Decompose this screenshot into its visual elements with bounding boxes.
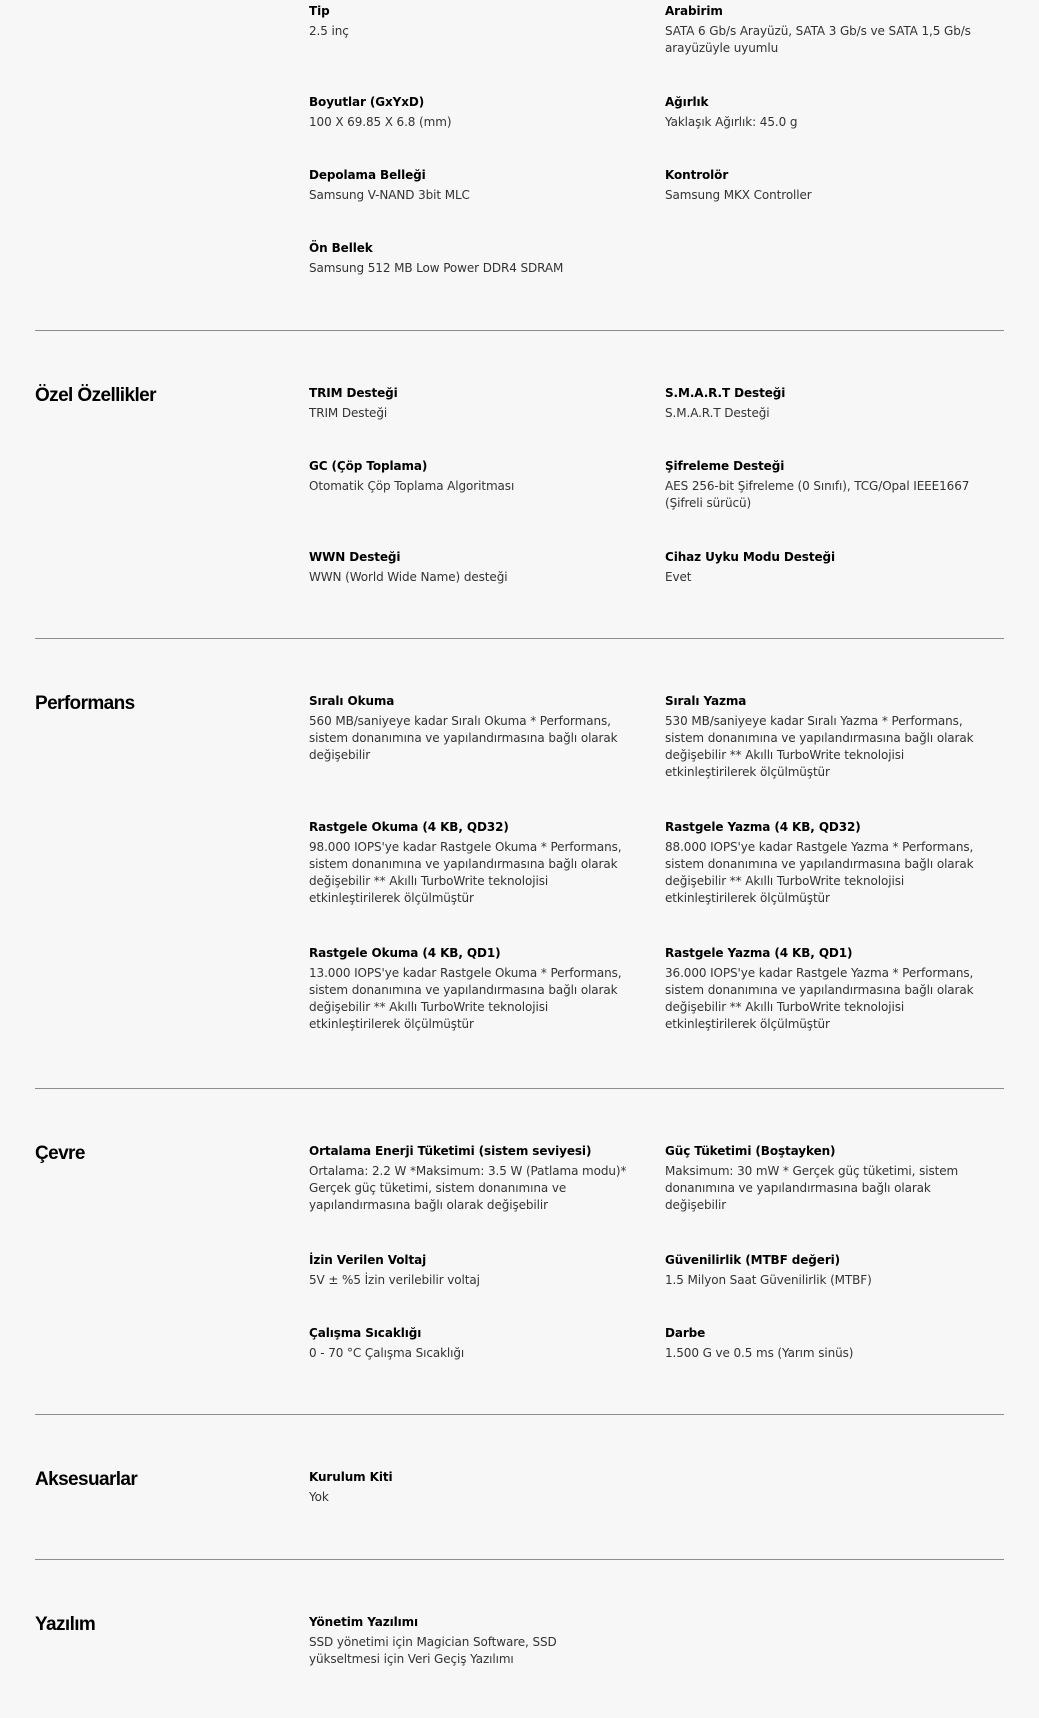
spec-storage-memory — [309, 167, 629, 204]
spec-rand-read-qd32 — [309, 819, 629, 907]
spec-sleep-mode — [665, 549, 985, 586]
spec-wwn — [309, 549, 629, 586]
section-divider — [35, 638, 1004, 639]
section-title: Aksesuarlar — [35, 1469, 138, 1490]
spec-value: Yaklaşık Ağırlık: 45.0 g — [665, 115, 798, 129]
section-title: Çevre — [35, 1143, 85, 1164]
spec-value: 2.5 inç — [309, 24, 349, 38]
spec-value: TRIM Desteği — [309, 406, 388, 420]
spec-type — [309, 3, 629, 40]
spec-value: 0 - 70 °C Çalışma Sıcaklığı — [309, 1346, 465, 1360]
spec-label: Yönetim Yazılımı — [309, 1615, 419, 1629]
spec-trim — [309, 385, 629, 422]
section-divider — [35, 330, 1004, 331]
spec-label: Rastgele Yazma (4 KB, QD1) — [665, 946, 853, 960]
spec-value: WWN (World Wide Name) desteği — [309, 570, 508, 584]
spec-label: Darbe — [665, 1326, 706, 1340]
section-title: Performans — [35, 693, 135, 714]
spec-value: AES 256-bit Şifreleme (0 Sınıfı), TCG/Opal IEEE1667 (Şifreli sürücü) — [665, 479, 970, 510]
spec-label: Depolama Belleği — [309, 168, 426, 182]
spec-label: WWN Desteği — [309, 550, 401, 564]
spec-shock — [665, 1325, 985, 1362]
spec-label: Rastgele Okuma (4 KB, QD1) — [309, 946, 501, 960]
spec-label: Kurulum Kiti — [309, 1470, 393, 1484]
spec-value: Yok — [309, 1490, 329, 1504]
spec-value: 36.000 IOPS'ye kadar Rastgele Yazma * Performans, sistem donanımına ve yapılandırmasına bağlı olarak değişebilir ** Akıllı TurboWrite teknolojisi etkinleştirilerek ölçülmüştür — [665, 966, 974, 1031]
spec-value: 100 X 69.85 X 6.8 (mm) — [309, 115, 452, 129]
spec-reliability — [665, 1252, 985, 1289]
spec-label: GC (Çöp Toplama) — [309, 459, 428, 473]
spec-label: Güvenilirlik (MTBF değeri) — [665, 1253, 841, 1267]
section-title: Özel Özellikler — [35, 385, 156, 406]
spec-label: Sıralı Yazma — [665, 694, 747, 708]
spec-operating-temp — [309, 1325, 629, 1362]
spec-rand-write-qd32 — [665, 819, 985, 907]
spec-label: Ağırlık — [665, 95, 709, 109]
spec-label: Ön Bellek — [309, 241, 373, 255]
spec-rand-read-qd1 — [309, 945, 629, 1033]
spec-voltage — [309, 1252, 629, 1289]
spec-gc — [309, 458, 629, 495]
spec-value: 1.5 Milyon Saat Güvenilirlik (MTBF) — [665, 1273, 872, 1287]
spec-label: Şifreleme Desteği — [665, 459, 785, 473]
spec-label: Çalışma Sıcaklığı — [309, 1326, 422, 1340]
spec-seq-write — [665, 693, 985, 781]
spec-label: Cihaz Uyku Modu Desteği — [665, 550, 836, 564]
section-title: Yazılım — [35, 1614, 96, 1635]
spec-weight — [665, 94, 985, 131]
spec-value: Maksimum: 30 mW * Gerçek güç tüketimi, sistem donanımına ve yapılandırmasına bağlı olarak değişebilir — [665, 1164, 959, 1212]
spec-value: 98.000 IOPS'ye kadar Rastgele Okuma * Performans, sistem donanımına ve yapılandırmasına bağlı olarak değişebilir ** Akıllı TurboWrite teknolojisi etkinleştirilerek ölçülmüştür — [309, 840, 622, 905]
spec-smart — [665, 385, 985, 422]
spec-label: Güç Tüketimi (Boştayken) — [665, 1144, 836, 1158]
spec-label: İzin Verilen Voltaj — [309, 1253, 427, 1267]
spec-interface — [665, 3, 985, 57]
spec-value: Ortalama: 2.2 W *Maksimum: 3.5 W (Patlama modu)* Gerçek güç tüketimi, sistem donanımına ve yapılandırmasına bağlı olarak değişebilir — [309, 1164, 627, 1212]
spec-value: 1.500 G ve 0.5 ms (Yarım sinüs) — [665, 1346, 854, 1360]
section-divider — [35, 1559, 1004, 1560]
spec-avg-power — [309, 1143, 629, 1214]
spec-value: 530 MB/saniyeye kadar Sıralı Yazma * Performans, sistem donanımına ve yapılandırmasına bağlı olarak değişebilir ** Akıllı TurboWrite teknolojisi etkinleştirilerek ölçülmüştür — [665, 714, 974, 779]
spec-label: Ortalama Enerji Tüketimi (sistem seviyesi) — [309, 1144, 592, 1158]
spec-idle-power — [665, 1143, 985, 1214]
spec-label: Sıralı Okuma — [309, 694, 395, 708]
spec-value: 560 MB/saniyeye kadar Sıralı Okuma * Performans, sistem donanımına ve yapılandırmasına bağlı olarak değişebilir — [309, 714, 618, 762]
spec-value: Samsung 512 MB Low Power DDR4 SDRAM — [309, 261, 564, 275]
spec-label: Arabirim — [665, 4, 723, 18]
spec-cache — [309, 240, 629, 277]
section-divider — [35, 1088, 1004, 1089]
spec-value: 88.000 IOPS'ye kadar Rastgele Yazma * Performans, sistem donanımına ve yapılandırmasına bağlı olarak değişebilir ** Akıllı TurboWrite teknolojisi etkinleştirilerek ölçülmüştür — [665, 840, 974, 905]
spec-rand-write-qd1 — [665, 945, 985, 1033]
spec-value: 5V ± %5 İzin verilebilir voltaj — [309, 1273, 480, 1287]
spec-value: 13.000 IOPS'ye kadar Rastgele Okuma * Performans, sistem donanımına ve yapılandırmasına bağlı olarak değişebilir ** Akıllı TurboWrite teknolojisi etkinleştirilerek ölçülmüştür — [309, 966, 622, 1031]
spec-label: Boyutlar (GxYxD) — [309, 95, 425, 109]
spec-value: Samsung V-NAND 3bit MLC — [309, 188, 470, 202]
spec-label: Rastgele Yazma (4 KB, QD32) — [665, 820, 861, 834]
spec-value: SATA 6 Gb/s Arayüzü, SATA 3 Gb/s ve SATA 1,5 Gb/s arayüzüyle uyumlu — [665, 24, 971, 55]
spec-value: Evet — [665, 570, 692, 584]
spec-seq-read — [309, 693, 629, 764]
spec-controller — [665, 167, 985, 204]
spec-install-kit — [309, 1469, 629, 1506]
spec-label: TRIM Desteği — [309, 386, 398, 400]
spec-value: S.M.A.R.T Desteği — [665, 406, 770, 420]
spec-encryption — [665, 458, 985, 512]
section-divider — [35, 1414, 1004, 1415]
spec-management-software — [309, 1614, 629, 1668]
spec-label: Rastgele Okuma (4 KB, QD32) — [309, 820, 509, 834]
spec-value: SSD yönetimi için Magician Software, SSD yükseltmesi için Veri Geçiş Yazılımı — [309, 1635, 557, 1666]
spec-label: S.M.A.R.T Desteği — [665, 386, 786, 400]
spec-label: Tip — [309, 4, 330, 18]
spec-value: Samsung MKX Controller — [665, 188, 812, 202]
spec-dimensions — [309, 94, 629, 131]
spec-value: Otomatik Çöp Toplama Algoritması — [309, 479, 515, 493]
spec-label: Kontrolör — [665, 168, 729, 182]
